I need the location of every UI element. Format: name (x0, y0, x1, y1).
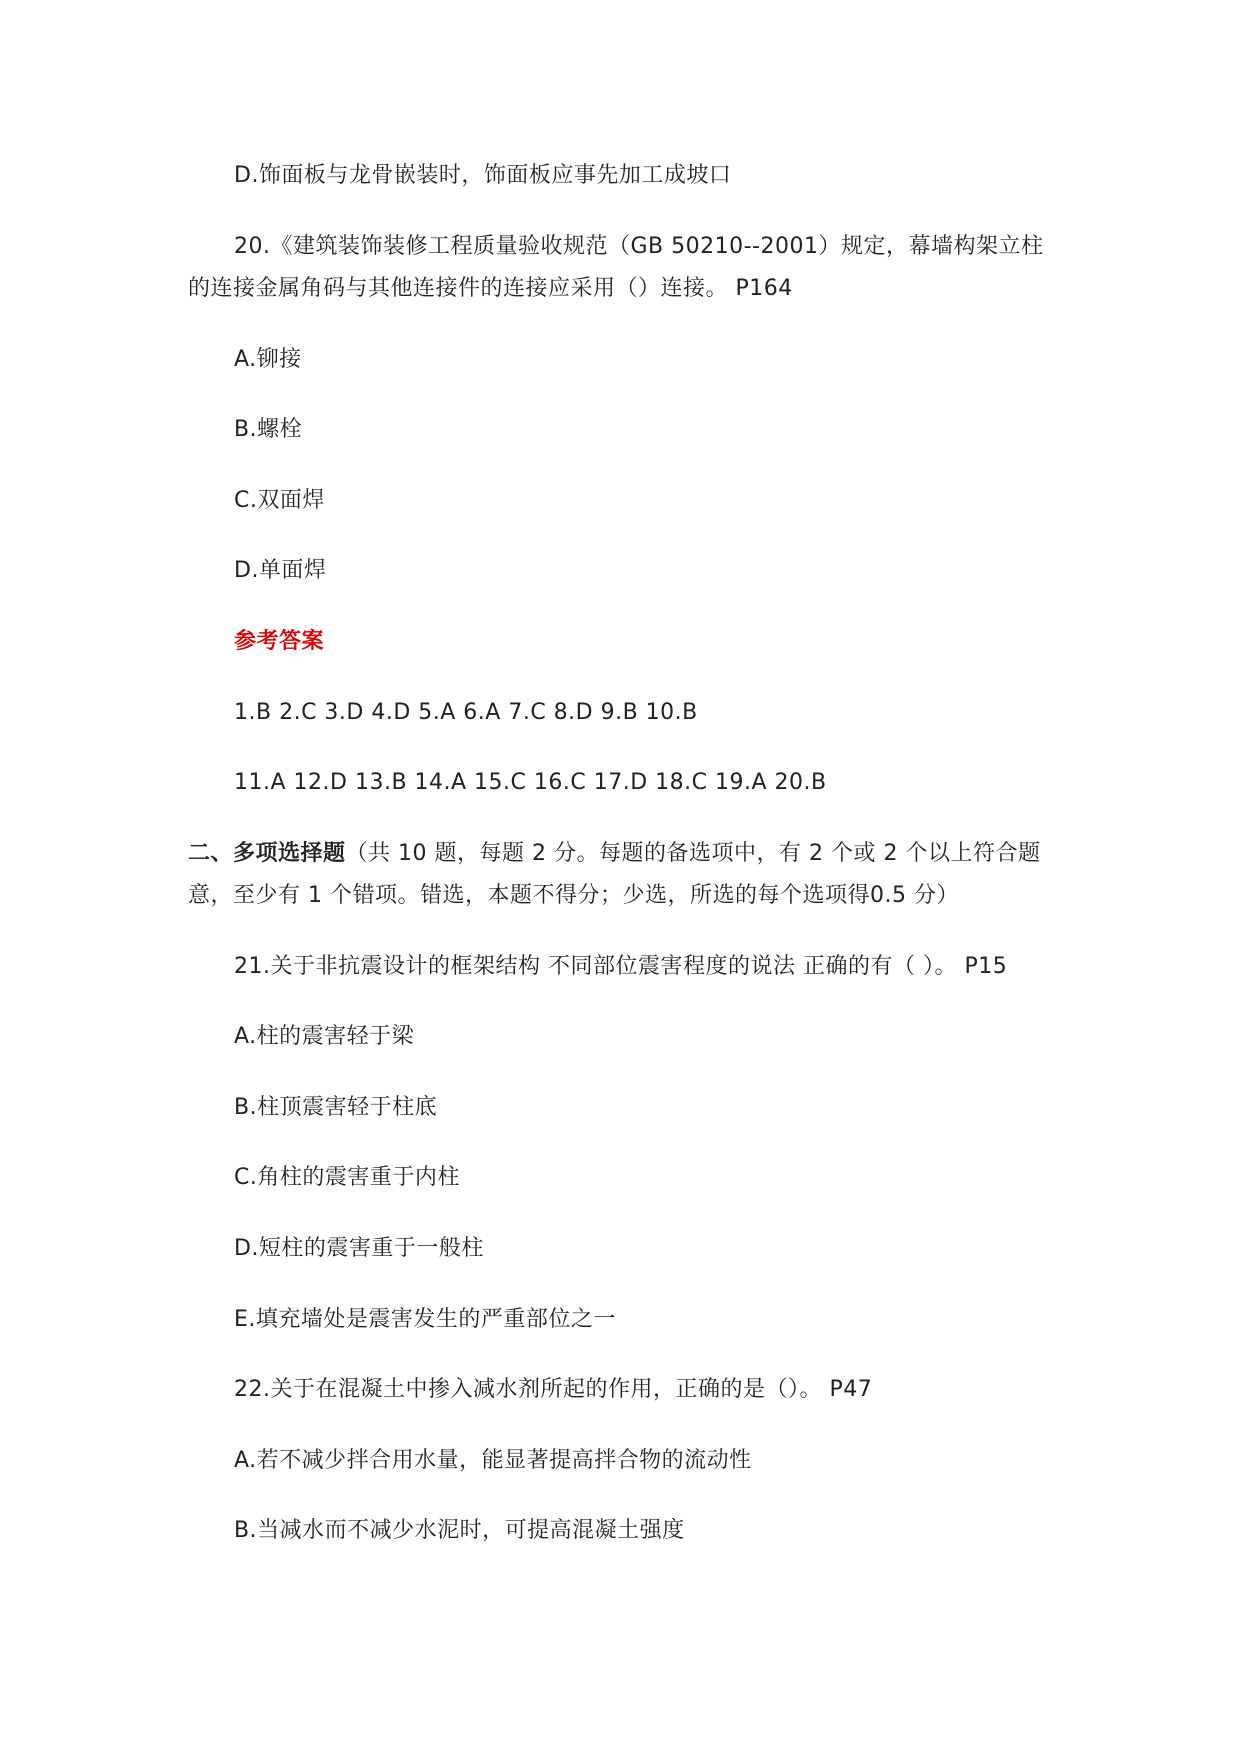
section2-desc: （共 10 题，每题 2 分。每题的备选项中，有 2 个或 2 个以上符合题 (345, 841, 1041, 866)
q21-option-a: A.柱的震害轻于梁 (234, 1024, 415, 1049)
q21-stem: 21.关于非抗震设计的框架结构 不同部位震害程度的说法 正确的有（ ）。 P15 (234, 954, 1008, 979)
q20-option-b: B.螺栓 (234, 417, 303, 442)
answers-row-2: 11.A 12.D 13.B 14.A 15.C 16.C 17.D 18.C 19.A 20.B (234, 770, 827, 795)
answers-row-1: 1.B 2.C 3.D 4.D 5.A 6.A 7.C 8.D 9.B 10.B (234, 700, 698, 725)
q21-option-b: B.柱顶震害轻于柱底 (234, 1095, 438, 1120)
q20-option-c: C.双面焊 (234, 488, 325, 513)
q19-option-d: D.饰面板与龙骨嵌装时，饰面板应事先加工成坡口 (234, 163, 732, 188)
q21-option-e: E.填充墙处是震害发生的严重部位之一 (234, 1307, 616, 1332)
q22-option-a: A.若不减少拌合用水量，能显著提高拌合物的流动性 (234, 1448, 752, 1473)
q22-stem: 22.关于在混凝土中掺入减水剂所起的作用，正确的是（）。 P47 (234, 1377, 873, 1402)
section2-title: 二、多项选择题 (188, 841, 346, 866)
answers-heading: 参考答案 (234, 629, 325, 654)
q20-stem-line1: 20.《建筑装饰装修工程质量验收规范（GB 50210--2001）规定，幕墙构架立柱 (234, 234, 1044, 259)
q21-option-c: C.角柱的震害重于内柱 (234, 1165, 460, 1190)
section2-header-line1 (188, 840, 1040, 868)
q21-option-d: D.短柱的震害重于一般柱 (234, 1236, 484, 1261)
section2-header-line2: 意，至少有 1 个错项。错选，本题不得分；少选，所选的每个选项得0.5 分） (188, 883, 959, 908)
q20-stem-line2: 的连接金属角码与其他连接件的连接应采用（）连接。 P164 (188, 276, 793, 301)
q22-option-b: B.当减水而不减少水泥时，可提高混凝土强度 (234, 1518, 685, 1543)
q20-option-d: D.单面焊 (234, 558, 327, 583)
q20-option-a: A.铆接 (234, 347, 302, 372)
